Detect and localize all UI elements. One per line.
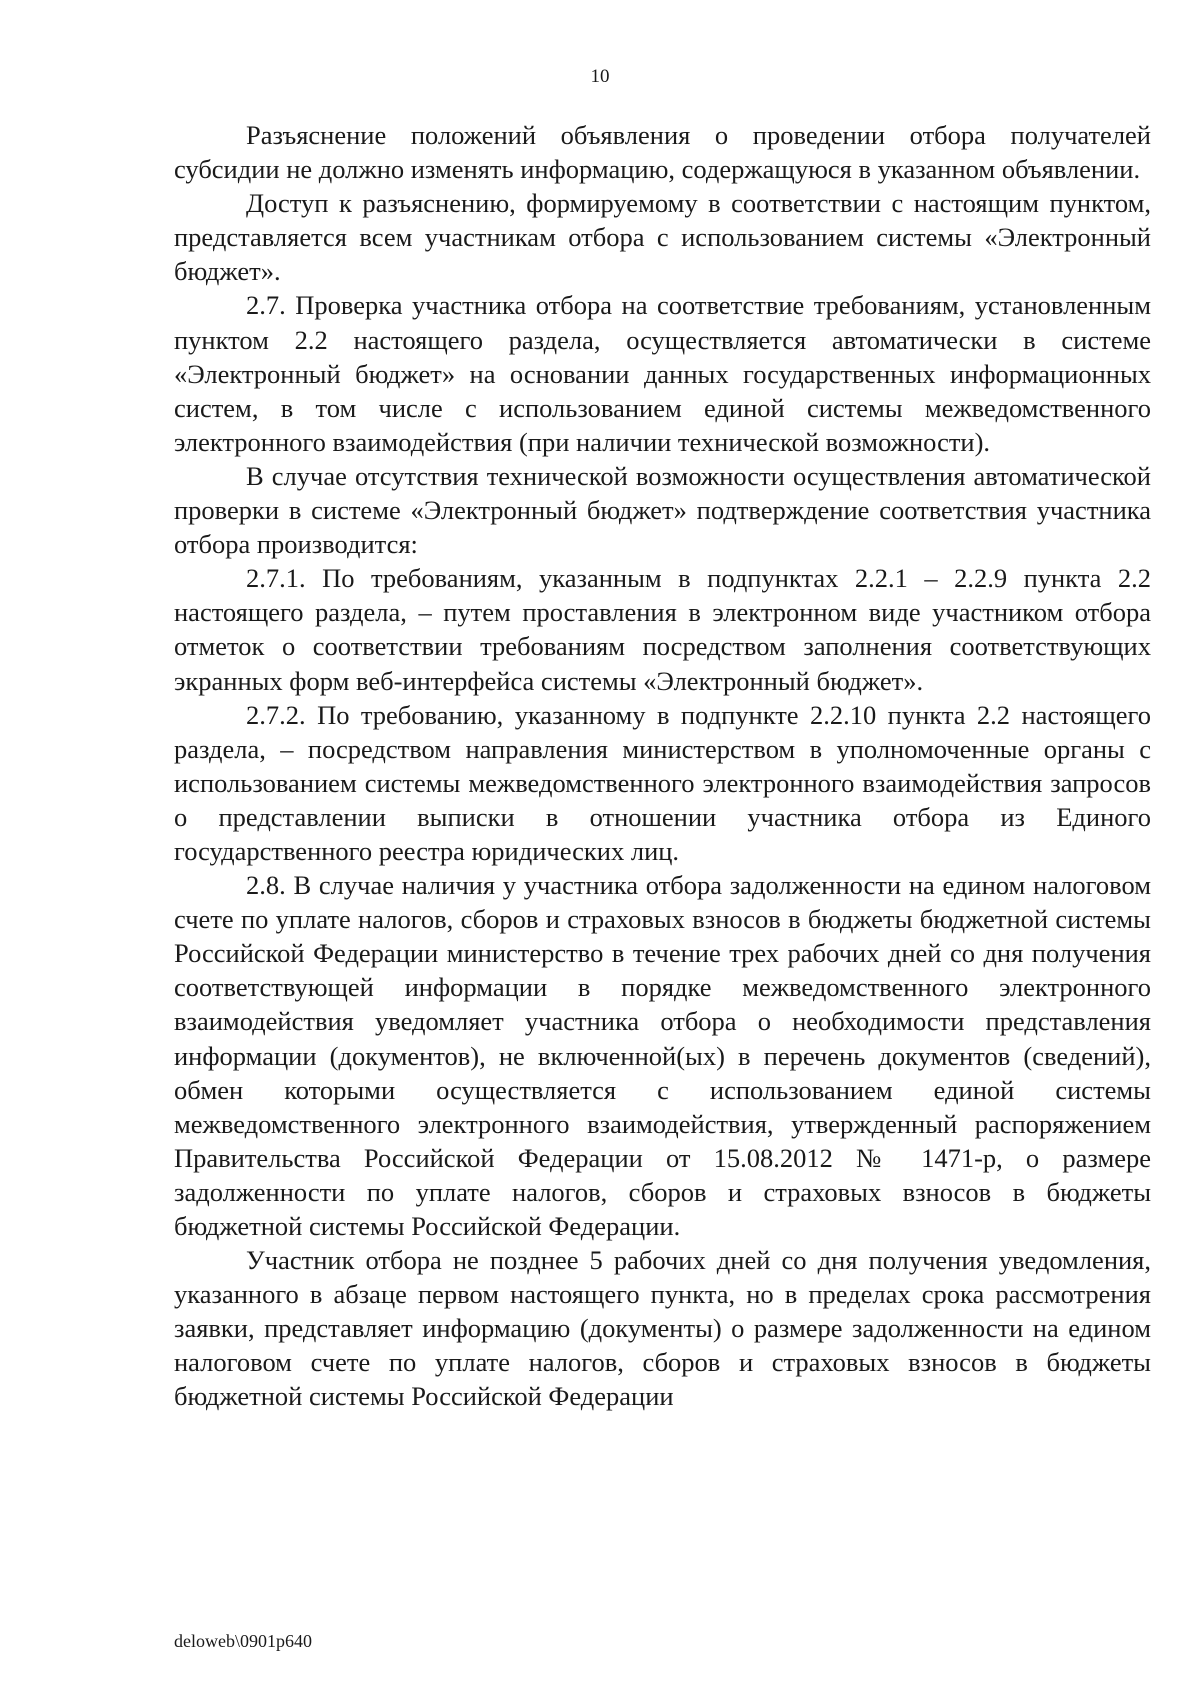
paragraph-clarification-scope: Разъяснение положений объявления о проведении отбора получателей субсидии не должно изменять информацию, содержащуюся в указанном объявлении.	[174, 120, 1151, 185]
document-body	[174, 118, 1151, 1414]
document-footer-code: deloweb\0901p640	[174, 1631, 312, 1651]
paragraph-2-7: 2.7. Проверка участника отбора на соответствие требованиям, установленным пунктом 2.2 настоящего раздела, осуществляется автоматически в системе «Электронный бюджет» на основании данных государственных информационных систем, в том числе с использованием единой системы межведомственного электронного взаимодействия (при наличии технической возможности).	[174, 290, 1151, 457]
paragraph-participant-obligation: Участник отбора не позднее 5 рабочих дней со дня получения уведомления, указанного в абзаце первом настоящего пункта, но в пределах срока рассмотрения заявки, представляет информацию (документы) о размере задолженности на едином налоговом счете по уплате налогов, сборов и страховых взносов в бюджеты бюджетной системы Российской Федерации	[174, 1245, 1151, 1412]
page-number: 10	[590, 66, 610, 87]
paragraph-no-technical-possibility: В случае отсутствия технической возможности осуществления автоматической проверки в системе «Электронный бюджет» подтверждение соответствия участника отбора производится:	[174, 460, 1151, 560]
paragraph-2-8: 2.8. В случае наличия у участника отбора задолженности на едином налоговом счете по уплате налогов, сборов и страховых взносов в бюджеты бюджетной системы Российской Федерации министерство в течение трех рабочих дней со дня получения соответствующей информации в порядке межведомственного электронного взаимодействия уведомляет участника отбора о необходимости представления информации (документов), не включенной(ых) в перечень документов (сведений), обмен которыми осуществляется с использованием единой системы межведомственного электронного взаимодействия, утвержденный распоряжением Правительства Российской Федерации от 15.08.2012 № 1471-р, о размере задолженности по уплате налогов, сборов и страховых взносов в бюджеты бюджетной системы Российской Федерации.	[174, 870, 1151, 1241]
paragraph-clarification-access: Доступ к разъяснению, формируемому в соответствии с настоящим пунктом, представляется всем участникам отбора с использованием системы «Электронный бюджет».	[174, 188, 1151, 287]
paragraph-2-7-2: 2.7.2. По требованию, указанному в подпункте 2.2.10 пункта 2.2 настоящего раздела, – посредством направления министерством в уполномоченные органы с использованием системы межведомственного электронного взаимодействия запросов о представлении выписки в отношении участника отбора из Единого государственного реестра юридических лиц.	[174, 699, 1151, 866]
paragraph-2-7-1: 2.7.1. По требованиям, указанным в подпунктах 2.2.1 – 2.2.9 пункта 2.2 настоящего раздела, – путем проставления в электронном виде участником отбора отметок о соответствии требованиям посредством заполнения соответствующих экранных форм веб-интерфейса системы «Электронный бюджет».	[174, 563, 1151, 696]
